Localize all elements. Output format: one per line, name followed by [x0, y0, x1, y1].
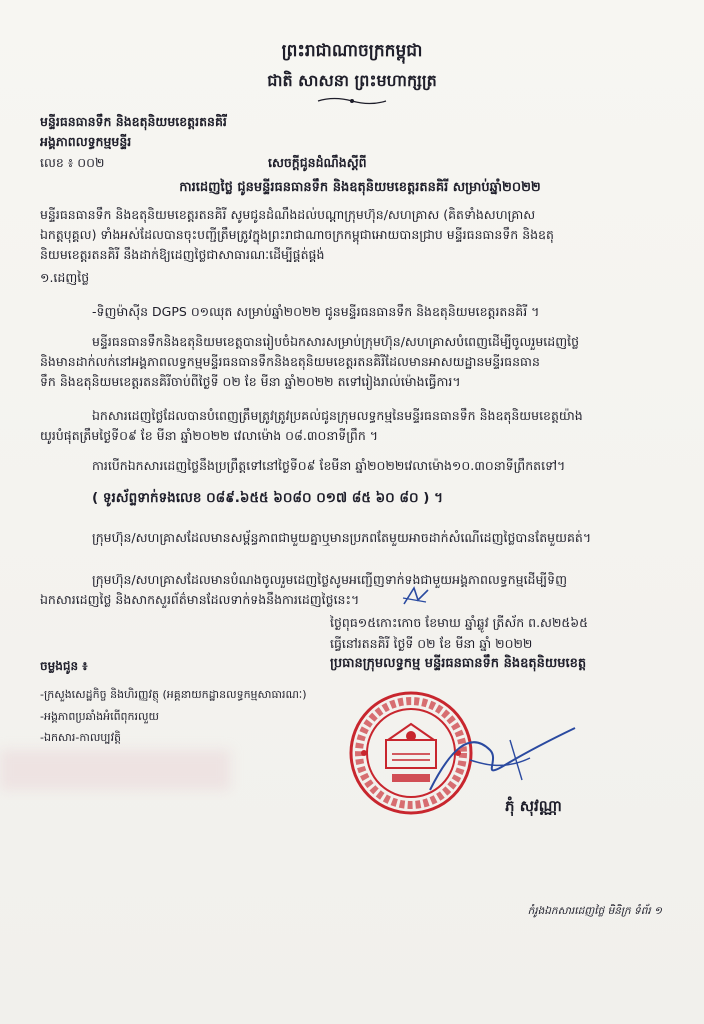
para-6-line-2: ឯកសារដេញថ្លៃ និងសាកសួរព័ត៌មានដែលទាក់ទងនឹងការដេញថ្លៃនេះ។ [40, 592, 360, 607]
sender-department: មន្ទីរធនធានទឹក និងឧតុនិយមខេត្តរតនគិរី [40, 114, 227, 129]
sender-unit: អង្គភាពលទ្ធកម្មមន្ទីរ [40, 134, 132, 149]
signatory-title: ប្រធានក្រុមលទ្ធកម្ម មន្ទីរធនធានទឹក និងឧតុនិយមខេត្ត [330, 656, 587, 671]
date-lunar: ថ្ងៃពុធ១៥កោះកោច ខែមាឃ ឆ្នាំឆ្លូវ ត្រីស័ក ព.ស២៥៦៥ [330, 615, 588, 630]
recipient-2: -អង្គភាពប្រឆាំងអំពើពុករលួយ [40, 710, 159, 723]
intro-line-2: ឯកត្តបុគ្គល) ទាំងអស់ដែលបានចុះបញ្ជីត្រឹមត្រូវក្នុងព្រះរាជាណាចក្រកម្ពុជាអោយបានជ្រាប មន្ទីរធនធានទឹក និងឧតុ [40, 227, 554, 242]
initial-mark [400, 584, 432, 610]
para-3-line-2: យូរបំផុតត្រឹមថ្ងៃទី០៩ ខែ មីនា ឆ្នាំ២០២២ វេលាម៉ោង ០៨.៣០នាទីព្រឹក ។ [40, 428, 378, 443]
motto-ornament [316, 96, 388, 106]
faint-mark [0, 750, 230, 790]
footer-note: កំរូងឯកសារដេញថ្លៃ មិនិក្រ ទំព័រ ១ [527, 905, 662, 917]
notice-subject: សេចក្តីជូនដំណឹងស្តីពី [268, 155, 367, 170]
recipient-1: -ក្រសួងសេដ្ឋកិច្ច និងហិរញ្ញវត្ថុ (អគ្គនាយកដ្ឋានលទ្ធកម្មសាធារណៈ) [40, 688, 307, 701]
notice-title: ការដេញថ្លៃ ជូនមន្ទីរធនធានទឹក និងឧតុនិយមខេត្តរតនគិរី សម្រាប់ឆ្នាំ២០២២ [179, 180, 541, 195]
contact-phone: ( ទូរស័ព្ទទាក់ទងលេខ ០៨៩.៦៥៥ ៦០៨០ ០១៧ ៨៥ ៦០ ៨០ ) ។ [92, 490, 443, 506]
recipient-3: -ឯកសារ-កាលប្បវត្តិ [40, 731, 122, 744]
para-2-line-2: និងមានដាក់លក់នៅអង្គភាពលទ្ធកម្មមន្ទីរធនធានទឹកនិងឧតុនិយមខេត្តរតនគិរីដែលមានអាសយដ្ឋានមន្ទីរធនធាន [40, 354, 540, 369]
para-5: ក្រុមហ៊ុន/សហគ្រាសដែលមានសម្ព័ន្ធភាពជាមួយគ្នាឬមានប្រភពតែមួយអាចដាក់សំណើដេញថ្លៃបានតែមួយគត់។ [92, 530, 592, 545]
reference-number: លេខ ៖ ០០២ [40, 155, 105, 170]
para-3-line-1: ឯកសារដេញថ្លៃដែលបានបំពេញត្រឹមត្រូវត្រូវប្រគល់ជូនក្រុមលទ្ធកម្មនៃមន្ទីរធនធានទឹក និងឧតុនិយមខេត្តយ៉ាង [92, 408, 583, 423]
item-1: -ទិញម៉ាស៊ីន DGPS ០១ឈុត សម្រាប់ឆ្នាំ២០២២ ជូនមន្ទីរធនធានទឹក និងឧតុនិយមខេត្តរតនគិរី ។ [92, 304, 540, 319]
national-motto: ជាតិ សាសនា ព្រះមហាក្សត្រ [267, 71, 437, 90]
signatory-name: ភុំ សុវណ្ណា [505, 797, 562, 815]
handwritten-signature [410, 720, 580, 800]
date-solar: ធ្វើនៅរតនគិរី ថ្ងៃទី ០២ ខែ មីនា ឆ្នាំ ២០២២ [330, 636, 533, 651]
kingdom-heading: ព្រះរាជាណាចក្រកម្ពុជា [281, 41, 423, 61]
para-2-line-3: ទឹក និងឧតុនិយមខេត្តរតនគិរីចាប់ពីថ្ងៃទី ០២ ខែ មីនា ឆ្នាំ២០២២ តទៅរៀងរាល់ម៉ោងធ្វើការ។ [40, 374, 461, 389]
recipients-heading: ចម្លងជូន ៖ [40, 659, 88, 673]
para-6-line-1: ក្រុមហ៊ុន/សហគ្រាសដែលមានបំណងចូលរួមដេញថ្លៃសូមអញ្ជើញទាក់ទងជាមួយអង្គភាពលទ្ធកម្មដើម្បីទិញ [92, 572, 567, 587]
intro-line-3: និយមខេត្តរតនគិរី នឹងដាក់ឱ្យដេញថ្លៃជាសាធារណៈដើម្បីផ្គត់ផ្គង់ [40, 247, 325, 262]
para-2-line-1: មន្ទីរធនធានទឹកនិងឧតុនិយមខេត្តបានរៀបចំឯកសារសម្រាប់ក្រុមហ៊ុន/សហគ្រាសបំពេញដើម្បីចូលរួមដេញថ្លៃ [92, 334, 579, 349]
item-heading: ១.ដេញថ្លៃ [40, 270, 90, 285]
para-4: ការបើកឯកសារដេញថ្លៃនឹងប្រព្រឹត្តទៅនៅថ្ងៃទី០៩ ខែមីនា ឆ្នាំ២០២២វេលាម៉ោង១០.៣០នាទីព្រឹកតទៅ។ [92, 458, 566, 473]
intro-line-1: មន្ទីរធនធានទឹក និងឧតុនិយមខេត្តរតនគិរី សូមជូនដំណឹងដល់បណ្តាក្រុមហ៊ុន/សហគ្រាស (គិតទាំងសហគ្រាស [40, 207, 536, 222]
